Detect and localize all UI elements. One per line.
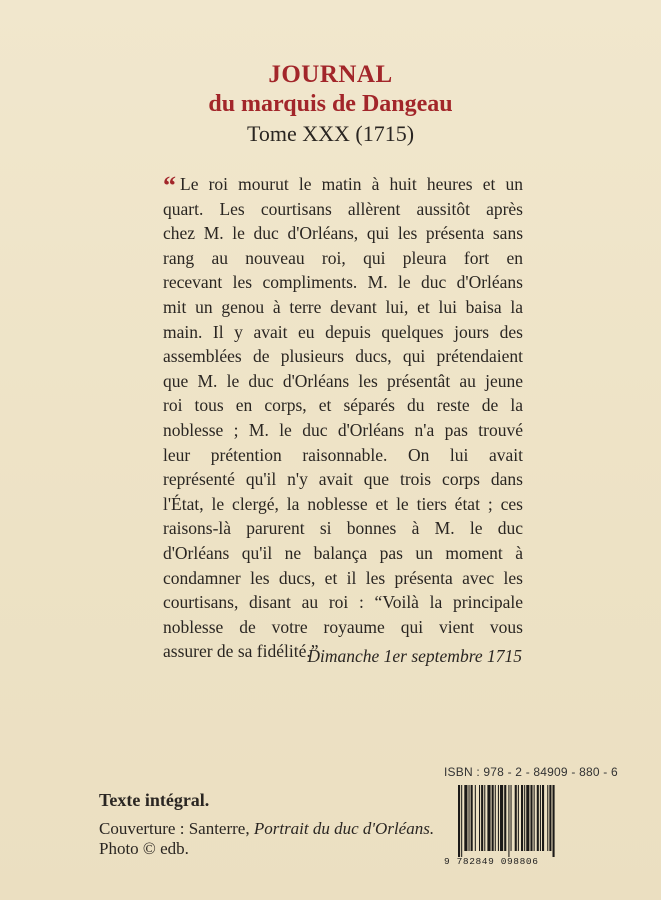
quote-line: recevant les compliments. M. le duc d'Orléans (163, 272, 523, 293)
quote-line: “ Le roi mourut le matin à huit heures et un (163, 171, 523, 200)
book-subtitle: du marquis de Dangeau (208, 91, 453, 117)
barcode-bar (540, 785, 541, 851)
isbn-label: ISBN : 978 - 2 - 84909 - 880 - 6 (444, 765, 618, 779)
barcode-bar (521, 785, 523, 851)
quote-line: que M. le duc d'Orléans les présentât au jeune (163, 370, 523, 391)
barcode-bar (469, 785, 470, 851)
barcode-bar (475, 785, 476, 851)
volume-label: Tome XXX (1715) (246, 121, 415, 146)
credits (99, 790, 434, 859)
quote-line: courtisans, disant au roi : “Voilà la principale (163, 592, 523, 613)
barcode-bar (511, 785, 512, 851)
barcode-bar (549, 785, 551, 851)
quote-line: noblesse de votre royaume qui vient vous (163, 616, 523, 637)
barcode-bar (524, 785, 525, 851)
quote-line: mit un genou à terre devant lui, et lui baisa la (163, 296, 523, 317)
photo-credit: Photo © edb. (99, 839, 189, 858)
quote-line: roi tous en corps, et séparés du reste de la (163, 395, 523, 416)
barcode-bar (537, 785, 539, 851)
quote-line: raisons-là parurent si bonnes à M. le duc (163, 518, 523, 539)
barcode-bar (461, 785, 462, 857)
barcode-bar (487, 785, 490, 851)
barcode-bar (547, 785, 548, 851)
barcode-bar (492, 785, 494, 851)
quote-line: assemblées de plusieurs ducs, qui prétendaient (163, 346, 523, 367)
barcode-bar (508, 785, 509, 857)
barcode-bar (458, 785, 460, 857)
barcode-bar (518, 785, 519, 851)
quote-line: chez M. le duc d'Orléans, qui les présenta sans (163, 223, 523, 244)
entry-date: Dimanche 1er septembre 1715 (307, 646, 522, 666)
quote-line: d'Orléans qu'il ne balança pas un moment à (163, 542, 523, 563)
quote-line: représenté qu'il n'y avait que trois corps dans (163, 469, 523, 490)
barcode-bar (479, 785, 480, 851)
open-quote-mark: “ (163, 171, 176, 200)
header (0, 60, 661, 148)
barcode-bar (530, 785, 532, 851)
barcode-bar (495, 785, 496, 851)
quote-line: assurer de sa fidélité.” (163, 641, 319, 662)
book-title: JOURNAL (268, 61, 393, 88)
quote-line: l'État, le clergé, la noblesse et le tiers état ; ces (163, 493, 523, 514)
barcode-bar (515, 785, 517, 851)
barcode-bar (534, 785, 535, 851)
barcode-bar (498, 785, 499, 851)
barcode-bar (526, 785, 529, 851)
barcode-bar (484, 785, 485, 851)
barcode-bar (481, 785, 483, 851)
quote-line: leur prétention raisonnable. On lui avait (163, 444, 523, 465)
quote-line: main. Il y avait eu depuis quelques jours des (163, 321, 523, 342)
quote-line: rang au nouveau roi, qui pleura fort en (163, 247, 523, 268)
cover-credit: Couverture : Santerre, Portrait du duc d'Orléans. (99, 819, 435, 838)
cover-painting-title: Portrait du duc d'Orléans. (253, 819, 435, 838)
barcode-bar (500, 785, 503, 851)
excerpt-quote (163, 172, 523, 664)
barcode-digits: 9 782849 098806 (444, 856, 539, 867)
barcode-bar (504, 785, 506, 851)
quote-line: condamner les ducs, et il les présenta avec les (163, 567, 523, 588)
edition-note: Texte intégral. (99, 790, 210, 810)
barcode-icon (458, 785, 588, 857)
quote-line: quart. Les courtisans allèrent aussitôt après (163, 198, 523, 219)
barcode-bar (553, 785, 555, 857)
barcode-bar (542, 785, 544, 851)
barcode-bar (464, 785, 467, 851)
quote-line: noblesse ; M. le duc d'Orléans n'a pas trouvé (163, 419, 523, 440)
barcode-bar (471, 785, 473, 851)
